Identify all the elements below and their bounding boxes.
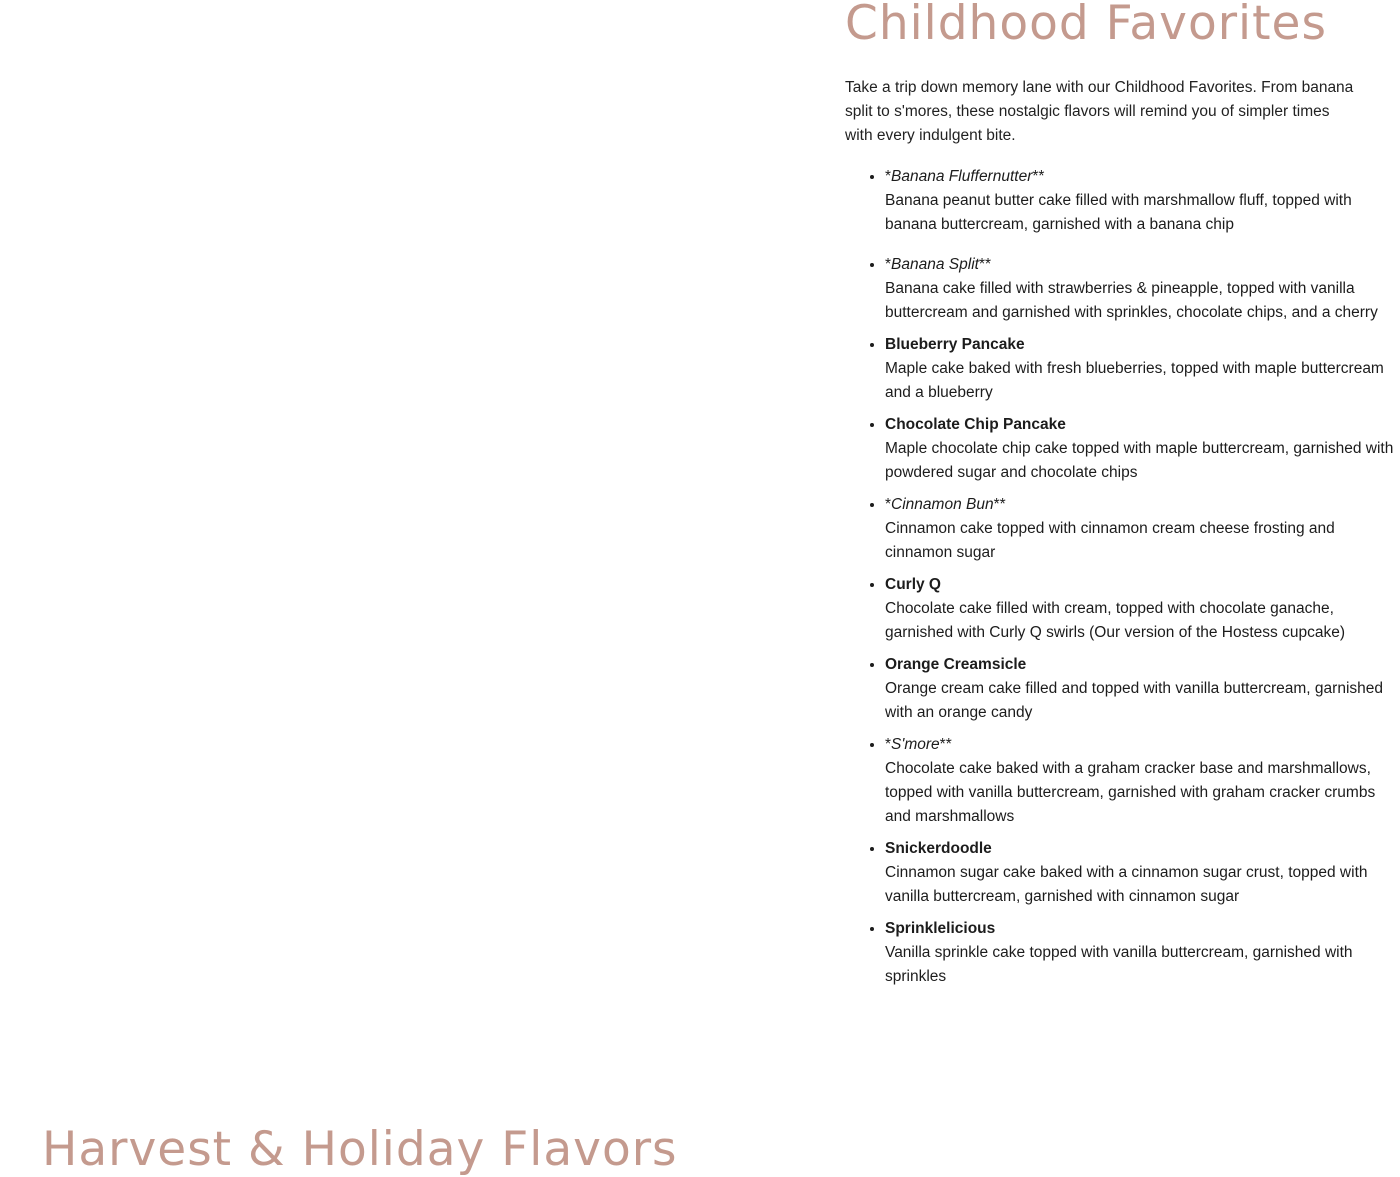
flavor-description: Maple cake baked with fresh blueberries, topped with maple buttercream and a blueberry: [885, 360, 1384, 401]
flavor-item: [885, 837, 1400, 909]
flavor-item: [885, 917, 1400, 989]
section-title: Childhood Favorites: [845, 0, 1327, 51]
flavor-description: Chocolate cake baked with a graham cracker base and marshmallows, topped with vanilla buttercream, garnished with graham cracker crumbs and marshmallows: [885, 760, 1376, 825]
harvest-section-title: Harvest & Holiday Flavors: [42, 1122, 678, 1177]
flavor-item: [885, 653, 1400, 725]
flavor-description: Banana peanut butter cake filled with marshmallow fluff, topped with banana buttercream, garnished with a banana chip: [885, 192, 1352, 233]
flavor-name: • Blueberry Pancake: [885, 336, 1025, 353]
flavor-name: • Orange Creamsicle: [885, 656, 1027, 673]
flavor-item: [885, 333, 1400, 405]
flavor-item: [885, 493, 1400, 565]
flavor-name: • *Banana Split**: [885, 256, 992, 273]
flavor-description: Chocolate cake filled with cream, topped with chocolate ganache, garnished with Curly Q swirls (Our version of the Hostess cupcake): [885, 600, 1345, 641]
flavor-item: [885, 413, 1400, 485]
flavor-item: [885, 165, 1400, 237]
flavor-list: [845, 165, 1400, 997]
flavor-item: [885, 573, 1400, 645]
flavor-name: • *Banana Fluffernutter**: [885, 168, 1045, 185]
flavor-name: • *Cinnamon Bun**: [885, 496, 1006, 513]
section-intro: Take a trip down memory lane with our Childhood Favorites. From banana split to s'mores, these nostalgic flavors will remind you of simpler times with every indulgent bite.: [845, 79, 1354, 144]
flavor-item: [885, 253, 1400, 325]
flavor-description: Cinnamon cake topped with cinnamon cream cheese frosting and cinnamon sugar: [885, 520, 1335, 561]
flavor-name: • Curly Q: [885, 576, 941, 593]
flavor-item: [885, 733, 1400, 829]
flavor-name: • Sprinklelicious: [885, 920, 996, 937]
flavor-name: • Chocolate Chip Pancake: [885, 416, 1066, 433]
flavor-description: Maple chocolate chip cake topped with maple buttercream, garnished with powdered sugar and chocolate chips: [885, 440, 1394, 481]
flavor-name: • Snickerdoodle: [885, 840, 992, 857]
flavor-description: Banana cake filled with strawberries & pineapple, topped with vanilla buttercream and garnished with sprinkles, chocolate chips, and a cherry: [885, 280, 1378, 321]
flavor-name: • *S'more**: [885, 736, 952, 753]
flavor-description: Vanilla sprinkle cake topped with vanilla buttercream, garnished with sprinkles: [885, 944, 1353, 985]
flavor-description: Orange cream cake filled and topped with vanilla buttercream, garnished with an orange candy: [885, 680, 1383, 721]
flavor-description: Cinnamon sugar cake baked with a cinnamon sugar crust, topped with vanilla buttercream, garnished with cinnamon sugar: [885, 864, 1368, 905]
